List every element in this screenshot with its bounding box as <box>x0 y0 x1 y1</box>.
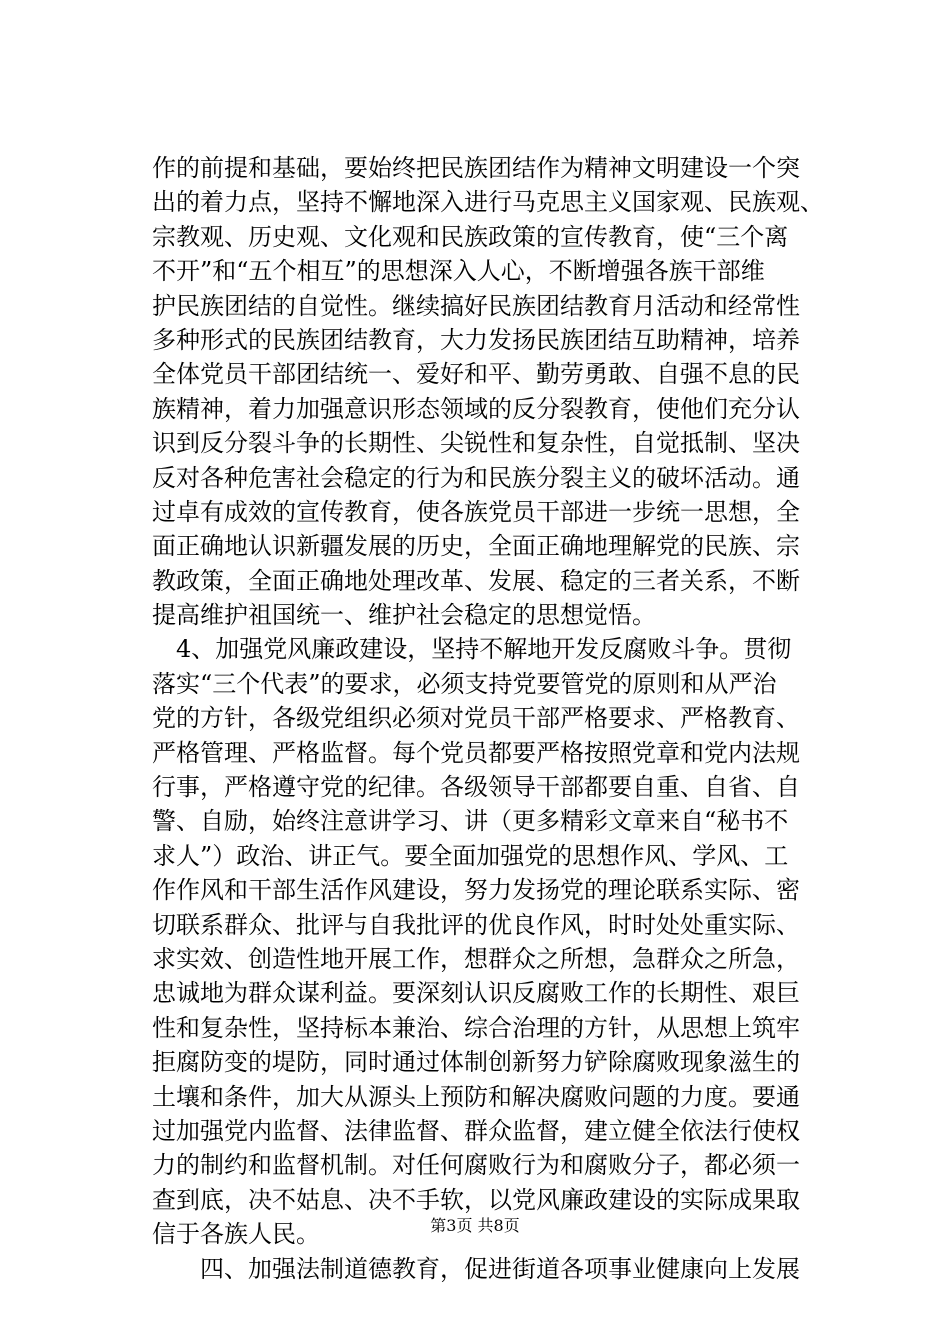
text-line: 切联系群众、批评与自我批评的优良作风，时时处处重实际、 <box>152 910 800 939</box>
text-line: 作的前提和基础，要始终把民族团结作为精神文明建设一个突 <box>152 154 800 182</box>
text-line: 土壤和条件，加大从源头上预防和解决腐败问题的力度。要通 <box>152 1082 800 1111</box>
text-line: 识到反分裂斗争的长期性、尖锐性和复杂性，自觉抵制、坚决 <box>152 429 800 458</box>
text-line: 性和复杂性，坚持标本兼治、综合治理的方针，从思想上筑牢 <box>152 1013 800 1042</box>
text-line: 提高维护祖国统一、维护社会稳定的思想觉悟。 <box>152 601 656 630</box>
text-line: 出的着力点，坚持不懈地深入进行马克思主义国家观、民族观、 <box>152 188 824 217</box>
body-text <box>152 151 832 1286</box>
text-line: 警、自励，始终注意讲学习、讲（更多精彩文章来自“秘书不 <box>152 807 789 836</box>
text-line: 求实效、创造性地开展工作，想群众之所想，急群众之所急， <box>152 944 800 973</box>
text-line: 力的制约和监督机制。对任何腐败行为和腐败分子，都必须一 <box>152 1151 800 1180</box>
text-line: 过卓有成效的宣传教育，使各族党员干部进一步统一思想，全 <box>152 497 800 526</box>
text-line: 多种形式的民族团结教育，大力发扬民族团结互助精神，培养 <box>152 325 800 354</box>
text-line: 忠诚地为群众谋利益。要深刻认识反腐败工作的长期性、艰巨 <box>152 979 800 1008</box>
text-line: 求人”）政治、讲正气。要全面加强党的思想作风、学风、工 <box>152 841 789 870</box>
text-line: 行事，严格遵守党的纪律。各级领导干部都要自重、自省、自 <box>152 773 800 802</box>
text-line: 信于各族人民。 <box>152 1220 320 1249</box>
text-line: 四、加强法制道德教育，促进街道各项事业健康向上发展 <box>152 1254 800 1283</box>
text-line: 全体党员干部团结统一、爱好和平、勤劳勇敢、自强不息的民 <box>152 360 800 389</box>
text-line: 4、加强党风廉政建设，坚持不解地开发反腐败斗争。贯彻 <box>152 635 792 664</box>
text-line: 作作风和干部生活作风建设，努力发扬党的理论联系实际、密 <box>152 876 800 905</box>
text-line: 不开”和“五个相互”的思想深入人心，不断增强各族干部维 <box>152 257 765 286</box>
text-line: 严格管理、严格监督。每个党员都要严格按照党章和党内法规 <box>152 738 800 767</box>
text-line: 拒腐防变的堤防，同时通过体制创新努力铲除腐败现象滋生的 <box>152 1048 800 1077</box>
text-line: 查到底，决不姑息、决不手软，以党风廉政建设的实际成果取 <box>152 1185 800 1214</box>
text-line: 反对各种危害社会稳定的行为和民族分裂主义的破坏活动。通 <box>152 463 800 492</box>
text-line: 族精神，着力加强意识形态领域的反分裂教育，使他们充分认 <box>152 394 800 423</box>
text-line: 落实“三个代表”的要求，必须支持党要管党的原则和从严治 <box>152 669 777 698</box>
text-line: 面正确地认识新疆发展的历史，全面正确地理解党的民族、宗 <box>152 532 800 561</box>
text-line: 党的方针，各级党组织必须对党员干部严格要求、严格教育、 <box>152 704 800 733</box>
text-line: 教政策，全面正确地处理改革、发展、稳定的三者关系，不断 <box>152 566 800 595</box>
text-line: 护民族团结的自觉性。继续搞好民族团结教育月活动和经常性 <box>152 291 800 320</box>
text-line: 宗教观、历史观、文化观和民族政策的宣传教育，使“三个离 <box>152 222 789 251</box>
text-line: 过加强党内监督、法律监督、群众监督，建立健全依法行使权 <box>152 1116 800 1145</box>
page-footer: 第3页 共8页 <box>430 1216 520 1235</box>
